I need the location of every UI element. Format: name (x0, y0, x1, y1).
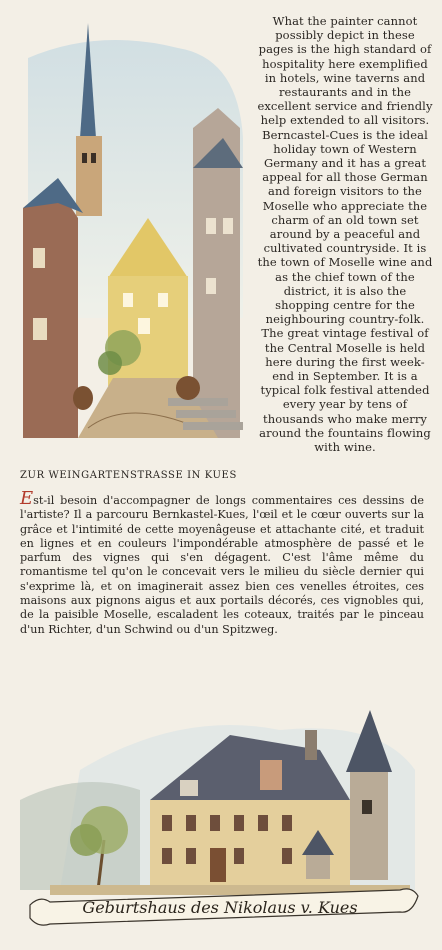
street-scene-caption: ZUR WEINGARTENSTRASSE IN KUES (20, 470, 237, 481)
street-scene-illustration (18, 18, 250, 458)
english-description: What the painter cannot possibly depict in these pages is the high standard of hospitality here exemplified in hotels, wine taverns and restaurants and in the excellent service and friendly help extended to all visitors. Berncastel-Cues is the ideal holiday town of Western Germany and it has a great appeal for all those German and foreign visitors to the Moselle who appreciate the charm of an old town set around by a peaceful and cultivated countryside. It is the town of Moselle wine and as the chief town of the district, it is also the shopping centre for the neighbouring country-folk. The great vintage festival of the Central Moselle is held here during the first week-end in September. It is a typical folk festival attended every year by tens of thousands who make merry around the fountains flowing with wine. (257, 14, 433, 455)
birthplace-caption: Geburtshaus des Nikolaus v. Kues (82, 898, 358, 917)
french-paragraph: st-il besoin d'accompagner de longs commentaires ces dessins de l'artiste? Il a parcouru Bernkastel-Kues, l'œil et le cœur ouverts sur la grâce et l'intimité de cette moyenâgeuse et attachante cité, et traduit en lignes et en couleurs l'impondérable atmosphère de passé et le parfum des vignes qui s'en dégagent. C'est l'âme même du romantisme tel qu'on le concevait vers le milieu du siècle dernier qui s'exprime là, et on imaginerait assez bien ces venelles étroites, ces maisons aux pignons aigus et aux portails décorés, ces vignobles qui, de la paisible Moselle, escaladent les coteaux, traités par le pinceau d'un Richter, d'un Schwind ou d'un Spitzweg. (20, 494, 424, 636)
french-description (20, 488, 424, 637)
drop-cap: E (20, 488, 34, 509)
